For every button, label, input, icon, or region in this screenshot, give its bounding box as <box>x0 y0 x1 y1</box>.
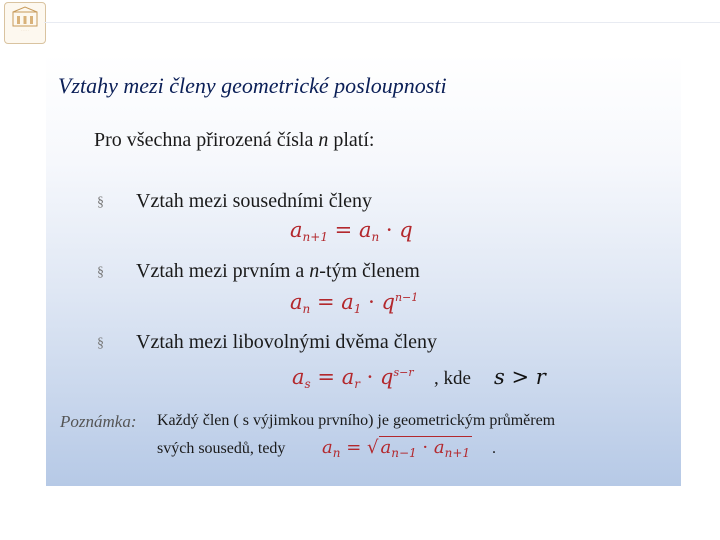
kde-text: , kde <box>434 368 471 389</box>
logo-caption: · · · · · <box>20 28 30 32</box>
note-text-line1: Každý člen ( s výjimkou prvního) je geometrickým průměrem <box>157 412 556 429</box>
formula-neighbors: $a_{n+1} = a_n \cdot q$ <box>290 218 413 244</box>
bullet-icon: § <box>97 265 104 280</box>
note-label: Poznámka: <box>60 412 137 431</box>
note-end-period: . <box>492 440 496 457</box>
list-item: Vztah mezi libovolnými dvěma členy <box>136 331 438 353</box>
formula-any-two: $a_s = a_r \cdot q^{s-r}$ <box>292 365 414 391</box>
formula-geometric-mean: $a_n$ = √ $a_{n-1} \cdot a_{n+1}$ <box>322 437 471 460</box>
condition-formula: s > r <box>494 365 546 389</box>
list-item: Vztah mezi prvním a n-tým členem <box>136 260 420 282</box>
intro-text: Pro všechna přirozená čísla n platí: <box>94 129 375 151</box>
university-logo <box>4 2 46 44</box>
note-text-line2: svých sousedů, tedy <box>157 440 286 457</box>
bullet-icon: § <box>97 336 104 351</box>
header-divider <box>44 22 720 23</box>
slide-title: Vztahy mezi členy geometrické posloupnosti <box>58 73 447 98</box>
logo-emblem-icon <box>11 6 39 28</box>
list-item: Vztah mezi sousedními členy <box>136 190 373 212</box>
bullet-icon: § <box>97 195 104 210</box>
sqrt-icon: √ <box>367 437 379 458</box>
formula-nth-term: $a_n = a_1 \cdot q^{n-1}$ <box>290 290 419 316</box>
